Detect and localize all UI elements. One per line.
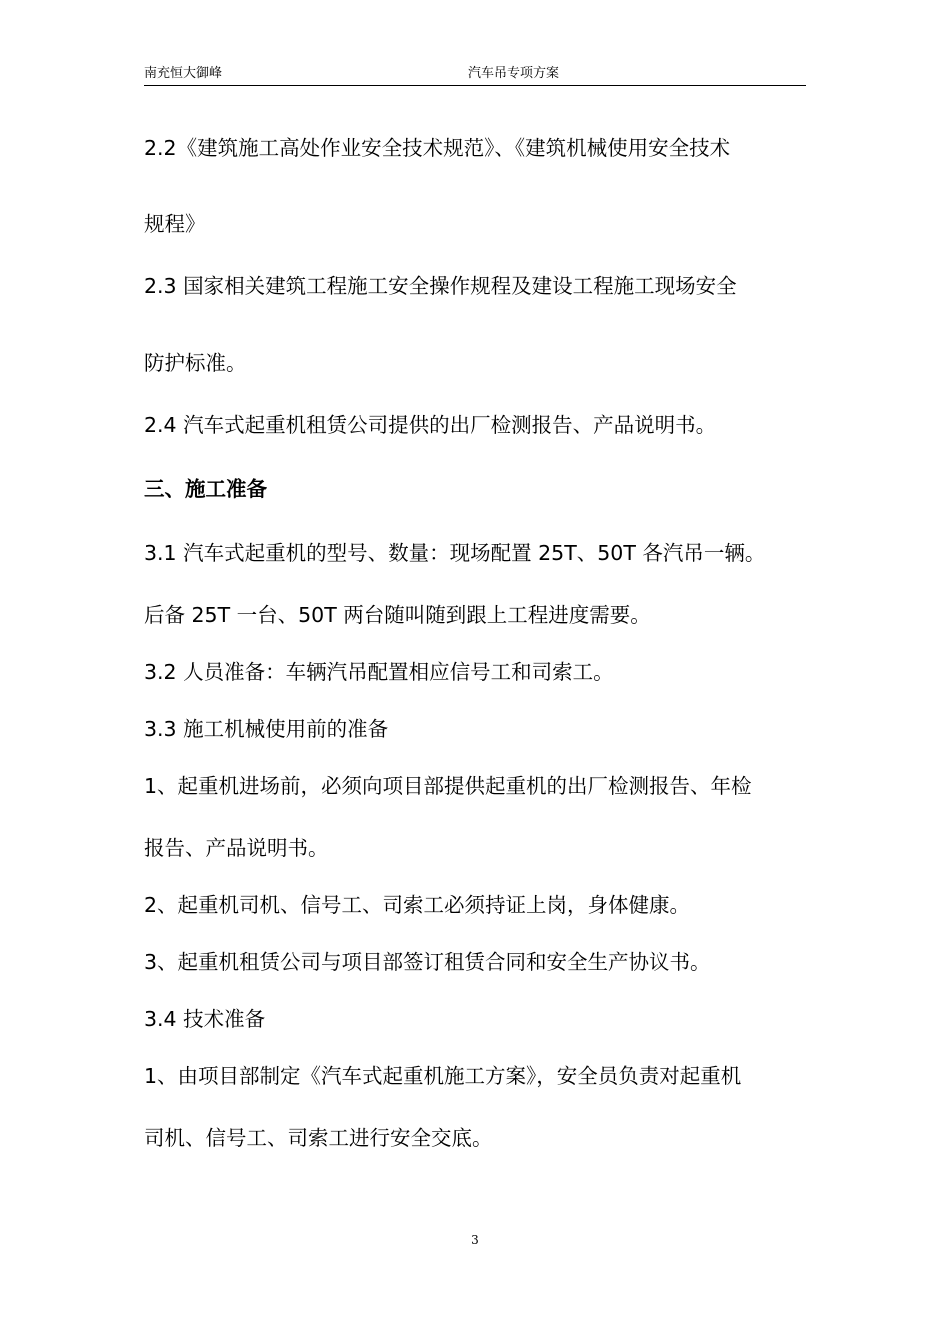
header-document-title: 汽车吊专项方案 — [468, 66, 560, 81]
text-line-3-4: 3.4 技术准备 — [144, 1007, 266, 1031]
text-line-3-3-item-3: 3、起重机租赁公司与项目部签订租赁合同和安全生产协议书。 — [144, 950, 711, 974]
text-line-3-3: 3.3 施工机械使用前的准备 — [144, 717, 389, 741]
text-line-3-3-item-1-cont: 报告、产品说明书。 — [144, 836, 329, 860]
text-line-3-1-cont: 后备 25T 一台、50T 两台随叫随到跟上工程进度需要。 — [144, 603, 651, 627]
text-line-3-2: 3.2 人员准备：车辆汽吊配置相应信号工和司索工。 — [144, 660, 614, 684]
text-line-3-3-item-2: 2、起重机司机、信号工、司索工必须持证上岗，身体健康。 — [144, 893, 691, 917]
text-line-3-4-item-1-cont: 司机、信号工、司索工进行安全交底。 — [144, 1126, 493, 1150]
text-line-3-3-item-1: 1、起重机进场前，必须向项目部提供起重机的出厂检测报告、年检 — [144, 774, 752, 798]
page-number: 3 — [471, 1233, 479, 1247]
text-line-2-4: 2.4 汽车式起重机租赁公司提供的出厂检测报告、产品说明书。 — [144, 413, 717, 437]
text-line-2-2: 2.2《建筑施工高处作业安全技术规范》、《建筑机械使用安全技术 — [144, 136, 731, 160]
text-line-3-4-item-1: 1、由项目部制定《汽车式起重机施工方案》，安全员负责对起重机 — [144, 1064, 742, 1088]
header-project-name: 南充恒大御峰 — [144, 66, 223, 81]
text-line-2-3-cont: 防护标准。 — [144, 351, 247, 375]
page-header — [144, 64, 806, 86]
text-line-3-1: 3.1 汽车式起重机的型号、数量：现场配置 25T、50T 各汽吊一辆。 — [144, 541, 766, 565]
text-line-2-2-cont: 规程》 — [144, 212, 206, 236]
section-heading-3: 三、施工准备 — [144, 477, 267, 501]
text-line-2-3: 2.3 国家相关建筑工程施工安全操作规程及建设工程施工现场安全 — [144, 274, 737, 298]
